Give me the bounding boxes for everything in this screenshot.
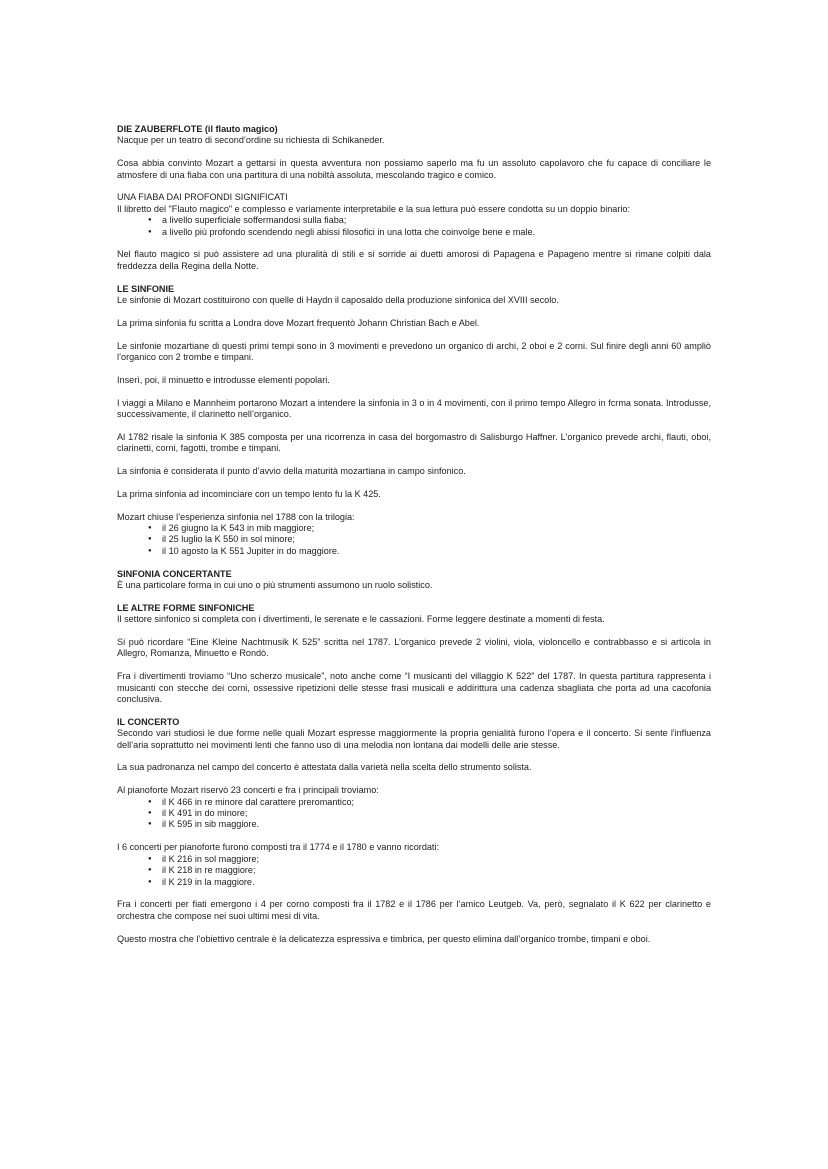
list-item: ● a livello superficiale soffermandosi sulla fiaba; — [148, 215, 711, 226]
heading-sinfonie: LE SINFONIE — [117, 283, 175, 294]
document-page — [117, 124, 711, 956]
paragraph: Fra i divertimenti troviamo “Uno scherzo musicale”, noto anche come “I musicanti del villaggio K 522” del 1787. In questa partitura rappresenta i musicanti con stecche dei corni, ossessive ripetizioni delle stesse frasi musicali e addirittura una cadenza sbagliata che porta ad una cacofonia conclusiva. — [117, 671, 711, 705]
paragraph: Il libretto del "Flauto magico" e complesso e variamente interpretabile e la sua lettura può essere condotta su un doppio binario: — [117, 203, 630, 214]
list-item: ● il K 491 in do minore; — [148, 808, 711, 819]
paragraph: È una particolare forma in cui uno o più strumenti assumono un ruolo solistico. — [117, 580, 433, 591]
heading-concerto: IL CONCERTO — [117, 716, 180, 727]
paragraph: Nel flauto magico si può assistere ad una pluralità di stili e si sorride ai duetti amorosi di Papagena e Papageno mentre si rimane colpiti dala freddezza della Regina della Notte. — [117, 249, 711, 271]
section-zauberflote — [117, 124, 711, 272]
heading-altre-forme: LE ALTRE FORME SINFONICHE — [117, 602, 255, 613]
section-concertante — [117, 569, 711, 592]
paragraph: Le sinfonie mozartiane di questi primi tempi sono in 3 movimenti e prevedono un organico di archi, 2 oboi e 2 corni. Sul finire degli anni 60 ampliò l’organico con 2 trombe e timpani. — [117, 340, 711, 363]
section-sinfonie — [117, 284, 711, 558]
paragraph: La prima sinfonia ad incominciare con un tempo lento fu la K 425. — [117, 488, 381, 499]
subheading-fiaba: UNA FIABA DAI PROFONDI SIGNIFICATI — [117, 192, 288, 203]
paragraph: Cosa abbia convinto Mozart a gettarsi in questa avventura non possiamo saperlo ma fu un assoluto capolavoro che fu capace di conciliare le atmosfere di una fiaba con una partitura di una nobiltà assoluta, mescolando tragico e comico. — [117, 158, 711, 180]
paragraph: Questo mostra che l’obiettivo centrale è la delicatezza espressiva e timbrica, per questo elimina dall’organico trombe, timpani e oboi. — [117, 933, 651, 944]
paragraph: Inserì, poi, il minuetto e introdusse elementi popolari. — [117, 374, 330, 385]
heading-concertante: SINFONIA CONCERTANTE — [117, 568, 232, 579]
section-concerto — [117, 717, 711, 945]
section-altre-forme — [117, 603, 711, 706]
list-item: ● il K 219 in la maggiore. — [148, 877, 711, 888]
list-item: ● il K 216 in sol maggiore; — [148, 854, 711, 865]
list-item: ● il 26 giugno la K 543 in mib maggiore; — [148, 523, 711, 534]
list-item: ● a livello più profondo scendendo negli abissi filosofici in una lotta che coinvolge bene e male. — [148, 227, 711, 238]
paragraph: La sinfonia è considerata il punto d’avvio della maturità mozartiana in campo sinfonico. — [117, 466, 466, 477]
paragraph: Il settore sinfonico si completa con i divertimenti, le serenate e le cassazioni. Forme leggere destinate a momenti di festa. — [117, 614, 605, 625]
paragraph: Si può ricordare “Eine Kleine Nachtmusik K 525” scritta nel 1787. L’organico prevede 2 violini, viola, violoncello e contrabbasso e si articola in Allegro, Romanza, Minuetto e Rondò. — [117, 637, 711, 659]
paragraph: I 6 concerti per pianoforte furono composti tra il 1774 e il 1780 e vanno ricordati: — [117, 842, 440, 853]
bullet-list — [117, 523, 711, 557]
bullet-list — [117, 797, 711, 831]
paragraph: Fra i concerti per fiati emergono i 4 per corno composti fra il 1782 e il 1786 per l’amico Leutgeb. Va, però, segnalato il K 622 per clarinetto e orchestra che compose nei suoi ultimi mesi di vita. — [117, 899, 711, 921]
paragraph: Le sinfonie di Mozart costituirono con quelle di Haydn il caposaldo della produzione sinfonica del XVIII secolo. — [117, 295, 559, 306]
paragraph: I viaggi a Milano e Mannheim portarono Mozart a intendere la sinfonia in 3 o in 4 movimenti, con il primo tempo Allegro in fcrma sonata. Introdusse, successivamente, il clarinetto nell’organico. — [117, 397, 711, 420]
list-item: ● il K 595 in sib maggiore. — [148, 819, 711, 830]
heading-zauberflote: DIE ZAUBERFLOTE (il flauto magico) — [117, 124, 278, 134]
list-item: ● il K 466 in re minore dal carattere preromantico; — [148, 797, 711, 808]
paragraph: Al 1782 risale la sinfonia K 385 composta per una ricorrenza in casa del borgomastro di Salisburgo Haffner. L'organico prevede archi, flauti, oboi, clarinetti, corni, fagotti, trombe e timpani. — [117, 431, 711, 454]
paragraph: La prima sinfonia fu scritta a Londra dove Mozart frequentò Johann Christian Bach e Abel. — [117, 317, 480, 328]
bullet-list — [117, 854, 711, 888]
paragraph: Nacque per un teatro di second’ordine su richiesta di Schikaneder. — [117, 135, 385, 146]
paragraph: Mozart chiuse l’esperienza sinfonia nel 1788 con la trilogia: — [117, 511, 355, 522]
paragraph: La sua padronanza nel campo del concerto è attestata dalla varietà nella scelta dello strumento solista. — [117, 762, 532, 773]
paragraph: Secondo vari studiosi le due forme nelle quali Mozart espresse maggiormente la propria genialità furono l’opera e il concerto. Si sente l'influenza dell’aria soprattutto nei movimenti lenti che fanno uso di una melodia non lontana dai modelli delle arie stesse. — [117, 728, 711, 750]
list-item: ● il 10 agosto la K 551 Jupiter in do maggiore. — [148, 546, 711, 557]
paragraph: Al pianoforte Mozart riservò 23 concerti e fra i principali troviamo: — [117, 785, 379, 796]
list-item: ● il 25 luglio la K 550 in sol minore; — [148, 534, 711, 545]
bullet-list — [117, 215, 711, 238]
list-item: ● il K 218 in re maggiore; — [148, 865, 711, 876]
